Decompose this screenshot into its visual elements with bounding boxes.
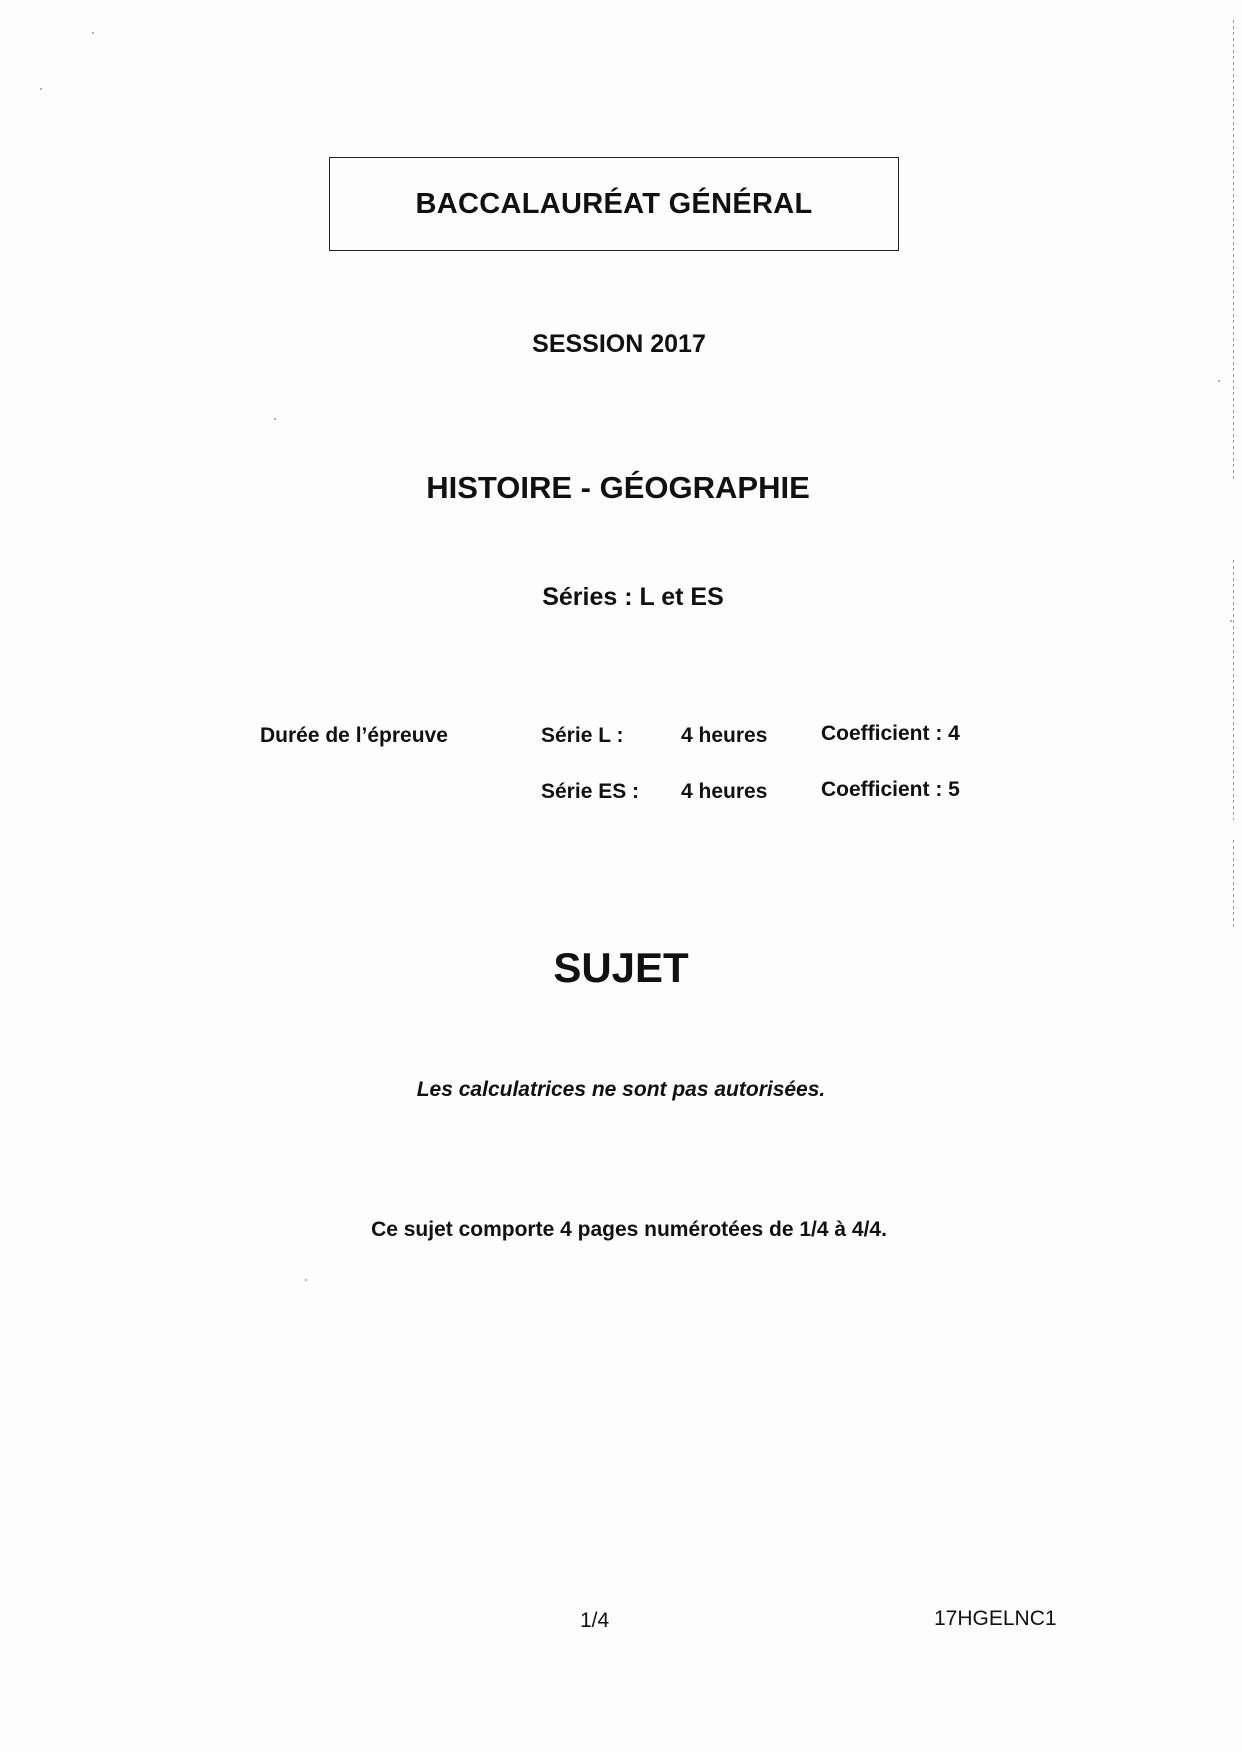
serie-es-hours: 4 heures (681, 780, 768, 803)
scan-speck (40, 88, 42, 90)
serie-l-hours: 4 heures (681, 724, 768, 747)
scan-speck (274, 418, 276, 420)
serie-es-coefficient: Coefficient : 5 (821, 778, 960, 801)
scan-edge-mark (1233, 560, 1234, 820)
sujet-heading: SUJET (553, 944, 689, 991)
scan-edge-mark (1233, 840, 1234, 930)
series-label: Séries : L et ES (542, 583, 724, 611)
pages-note: Ce sujet comporte 4 pages numérotées de 1/4 à 4/4. (371, 1218, 887, 1241)
duration-label: Durée de l’épreuve (260, 724, 448, 747)
serie-l-coefficient: Coefficient : 4 (821, 722, 960, 745)
scan-speck (1218, 380, 1220, 382)
scan-speck (305, 1279, 307, 1281)
document-code: 17HGELNC1 (934, 1607, 1057, 1630)
exam-title: BACCALAURÉAT GÉNÉRAL (415, 187, 813, 220)
subject-title: HISTOIRE - GÉOGRAPHIE (426, 470, 810, 505)
scan-speck (92, 32, 94, 34)
scan-edge-mark (1233, 20, 1234, 480)
serie-l-label: Série L : (541, 724, 624, 747)
session-label: SESSION 2017 (532, 330, 706, 358)
serie-es-label: Série ES : (541, 780, 640, 803)
page-number: 1/4 (580, 1609, 610, 1632)
title-box (329, 157, 899, 251)
scan-speck (1230, 620, 1232, 622)
calculators-note: Les calculatrices ne sont pas autorisées. (416, 1078, 826, 1101)
